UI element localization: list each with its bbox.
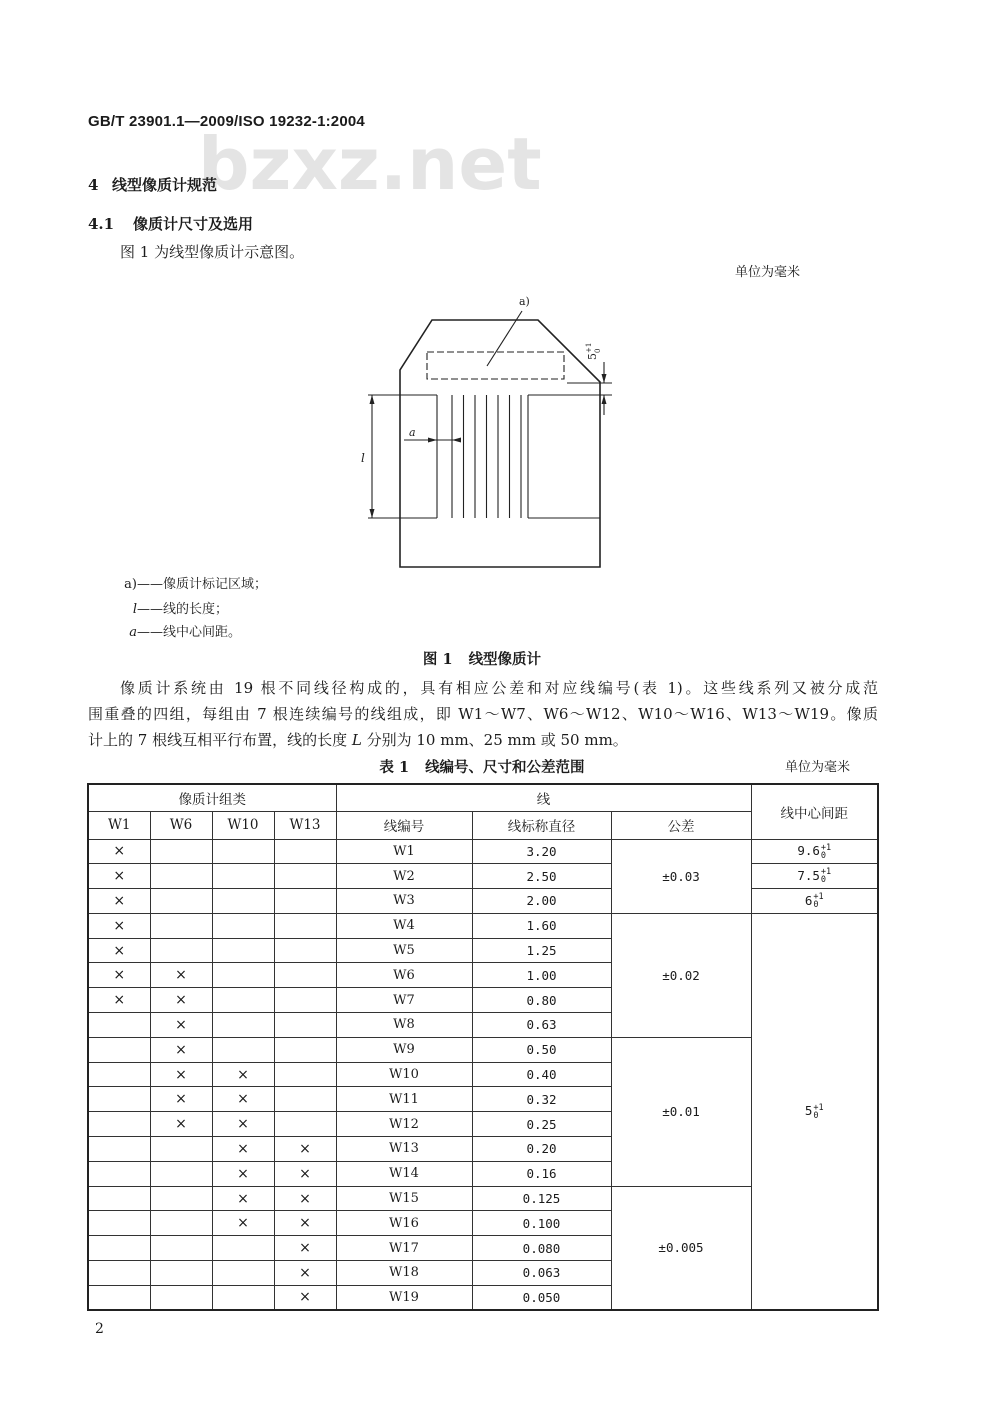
paragraph-text: 计上的 7 根线互相平行布置，线的长度 — [88, 731, 352, 749]
mark-w13: × — [274, 1161, 336, 1186]
mark-w10 — [212, 1013, 274, 1038]
mark-w6: × — [150, 963, 212, 988]
mark-w13 — [274, 839, 336, 864]
mark-w13 — [274, 988, 336, 1013]
spacing-upper: +1 — [813, 1102, 824, 1113]
wire-diameter: 0.40 — [472, 1062, 611, 1087]
spacing-upper: +1 — [820, 842, 832, 853]
mark-w10: × — [212, 1161, 274, 1186]
header-group-w1: W1 — [88, 811, 150, 839]
mark-w13 — [274, 864, 336, 889]
subsection-number: 4.1 — [88, 215, 115, 233]
table-row — [88, 839, 878, 864]
mark-w6 — [150, 1261, 212, 1286]
intro-text: 图 1 为线型像质计示意图。 — [120, 243, 305, 261]
mark-w1 — [88, 1211, 150, 1236]
mark-w10 — [212, 1037, 274, 1062]
arrowhead — [602, 395, 607, 404]
wire-diameter: 0.100 — [472, 1211, 611, 1236]
header-group-w10: W10 — [212, 811, 274, 839]
paragraph-line: 围重叠的四组，每组由 7 根连续编号的线组成，即 W1～W7、W6～W12、W10～W16、W13～W19。像质 — [88, 705, 878, 723]
subsection-title: 像质计尺寸及选用 — [133, 215, 254, 233]
tolerance-cell: ±0.005 — [611, 1186, 751, 1310]
height-dim-upper: +1 — [585, 342, 593, 353]
mark-w1 — [88, 1112, 150, 1137]
mark-w6: × — [150, 988, 212, 1013]
header-group-w13: W13 — [274, 811, 336, 839]
mark-w1: × — [88, 988, 150, 1013]
mark-w6 — [150, 1137, 212, 1162]
wire-number: W8 — [336, 1013, 472, 1038]
legend-text: ——线中心间距。 — [137, 625, 242, 640]
spacing-tolerance — [813, 1104, 823, 1120]
wire-diameter: 0.63 — [472, 1013, 611, 1038]
wire-number: W18 — [336, 1261, 472, 1286]
section-title: 线型像质计规范 — [112, 176, 218, 194]
table-unit-note: 单位为毫米 — [785, 760, 851, 775]
gauge-outline — [400, 320, 600, 567]
wire-number: W17 — [336, 1236, 472, 1261]
paragraph-line — [88, 730, 628, 750]
mark-w10 — [212, 864, 274, 889]
mark-w1 — [88, 1161, 150, 1186]
mark-w10: × — [212, 1211, 274, 1236]
header-group-w6: W6 — [150, 811, 212, 839]
wire-table — [87, 783, 879, 1311]
spacing-base: 7.5 — [797, 867, 820, 883]
mark-w6 — [150, 1236, 212, 1261]
spacing-label: a — [409, 426, 416, 439]
table-body — [88, 839, 878, 1310]
mark-w10 — [212, 889, 274, 914]
wire-diameter: 1.60 — [472, 913, 611, 938]
figure-caption — [87, 651, 877, 669]
header-diameter: 线标称直径 — [472, 811, 611, 839]
wire-number: W15 — [336, 1186, 472, 1211]
tolerance-cell: ±0.01 — [611, 1037, 751, 1186]
spacing-lower: 0 — [820, 875, 827, 886]
paragraph-line: 像质计系统由 19 根不同线径构成的，具有相应公差和对应线编号(表 1)。这些线系列又被分成范 — [120, 679, 878, 697]
height-dimension-label — [585, 343, 602, 360]
legend-symbol: l — [132, 602, 137, 617]
mark-w1 — [88, 1087, 150, 1112]
mark-w10 — [212, 1285, 274, 1310]
legend-item — [110, 602, 228, 618]
mark-w10: × — [212, 1062, 274, 1087]
standard-code: GB/T 23901.1—2009/ISO 19232-1:2004 — [88, 113, 365, 130]
wire-diameter: 0.25 — [472, 1112, 611, 1137]
mark-w13 — [274, 963, 336, 988]
wire-diameter: 0.80 — [472, 988, 611, 1013]
mark-w10: × — [212, 1112, 274, 1137]
spacing-upper: +1 — [813, 892, 824, 903]
mark-w1 — [88, 1137, 150, 1162]
spacing-lower: 0 — [820, 850, 827, 861]
wire-number: W10 — [336, 1062, 472, 1087]
mark-w6: × — [150, 1062, 212, 1087]
mark-w1 — [88, 1285, 150, 1310]
spacing-tolerance — [813, 893, 823, 909]
wire-number: W6 — [336, 963, 472, 988]
wire-number: W11 — [336, 1087, 472, 1112]
mark-w1: × — [88, 963, 150, 988]
mark-w13: × — [274, 1211, 336, 1236]
mark-w6 — [150, 1285, 212, 1310]
watermark: bzxz.net — [198, 122, 542, 206]
mark-w6: × — [150, 1013, 212, 1038]
legend-item — [110, 577, 267, 593]
wire-diameter: 0.50 — [472, 1037, 611, 1062]
length-label: l — [361, 451, 365, 465]
header-tolerance: 公差 — [611, 811, 751, 839]
marking-area-label: a) — [519, 295, 530, 308]
wire-diameter: 2.00 — [472, 889, 611, 914]
arrowhead — [602, 374, 607, 383]
mark-w13 — [274, 889, 336, 914]
mark-w10 — [212, 988, 274, 1013]
page-number: 2 — [95, 1321, 104, 1337]
height-dim-base: 5 — [586, 353, 599, 360]
mark-w13: × — [274, 1236, 336, 1261]
header-spacing: 线中心间距 — [751, 784, 878, 839]
mark-w13 — [274, 938, 336, 963]
mark-w10 — [212, 938, 274, 963]
mark-w13 — [274, 1087, 336, 1112]
wire-diameter: 0.16 — [472, 1161, 611, 1186]
wire-number: W2 — [336, 864, 472, 889]
wire-diameter: 0.125 — [472, 1186, 611, 1211]
tolerance-cell: ±0.03 — [611, 839, 751, 913]
mark-w1: × — [88, 864, 150, 889]
wire-diameter: 3.20 — [472, 839, 611, 864]
mark-w13 — [274, 1037, 336, 1062]
table-row — [88, 889, 878, 914]
paragraph-text: 分别为 10 mm、25 mm 或 50 mm。 — [361, 731, 628, 749]
wire-number: W16 — [336, 1211, 472, 1236]
arrowhead — [452, 438, 461, 443]
figure-title: 线型像质计 — [468, 651, 542, 668]
arrowhead — [370, 509, 375, 518]
wire-number: W9 — [336, 1037, 472, 1062]
mark-w1: × — [88, 889, 150, 914]
wire-diameter: 0.050 — [472, 1285, 611, 1310]
spacing-lower: 0 — [813, 1110, 819, 1121]
wire-diameter: 0.080 — [472, 1236, 611, 1261]
mark-w1 — [88, 1037, 150, 1062]
mark-w6 — [150, 1161, 212, 1186]
wire-number: W5 — [336, 938, 472, 963]
spacing-tolerance — [821, 868, 831, 884]
wire-number: W19 — [336, 1285, 472, 1310]
spacing-base: 9.6 — [797, 843, 820, 859]
wire-diameter: 0.063 — [472, 1261, 611, 1286]
gauge-diagram — [340, 285, 640, 580]
legend-symbol: a — [129, 625, 137, 640]
spacing-cell — [751, 889, 878, 914]
wire-diameter: 0.32 — [472, 1087, 611, 1112]
wire-diameter: 1.00 — [472, 963, 611, 988]
wire-number: W7 — [336, 988, 472, 1013]
mark-w1 — [88, 1062, 150, 1087]
mark-w1 — [88, 1013, 150, 1038]
mark-w6 — [150, 1211, 212, 1236]
table-title: 线编号、尺寸和公差范围 — [425, 759, 585, 776]
table-row — [88, 864, 878, 889]
wire-diameter: 1.25 — [472, 938, 611, 963]
mark-w1: × — [88, 913, 150, 938]
mark-w10: × — [212, 1186, 274, 1211]
mark-w1: × — [88, 839, 150, 864]
spacing-cell — [751, 839, 878, 864]
figure-number: 图 1 — [422, 651, 453, 668]
mark-w13 — [274, 1062, 336, 1087]
legend-item — [110, 625, 241, 641]
mark-w10 — [212, 1261, 274, 1286]
wire-number: W12 — [336, 1112, 472, 1137]
mark-w13: × — [274, 1137, 336, 1162]
mark-w10 — [212, 839, 274, 864]
table-number: 表 1 — [379, 759, 410, 776]
mark-w6: × — [150, 1037, 212, 1062]
spacing-cell — [751, 913, 878, 1310]
mark-w6 — [150, 1186, 212, 1211]
wire-number: W14 — [336, 1161, 472, 1186]
mark-w13 — [274, 1112, 336, 1137]
header-group: 像质计组类 — [88, 784, 336, 811]
mark-w10 — [212, 963, 274, 988]
wire-number: W1 — [336, 839, 472, 864]
tolerance-cell: ±0.02 — [611, 913, 751, 1037]
mark-w1 — [88, 1261, 150, 1286]
mark-w13 — [274, 913, 336, 938]
table-caption — [87, 759, 877, 777]
mark-w6: × — [150, 1087, 212, 1112]
mark-w10 — [212, 913, 274, 938]
table-row — [88, 913, 878, 938]
legend-symbol: a) — [124, 577, 137, 592]
mark-w6 — [150, 913, 212, 938]
spacing-tolerance — [821, 844, 831, 860]
mark-w13: × — [274, 1285, 336, 1310]
length-symbol: L — [351, 731, 362, 749]
wire-number: W3 — [336, 889, 472, 914]
wire-number: W13 — [336, 1137, 472, 1162]
mark-w1: × — [88, 938, 150, 963]
wire-diameter: 0.20 — [472, 1137, 611, 1162]
wire-number: W4 — [336, 913, 472, 938]
table-header-row — [88, 784, 878, 811]
header-wire: 线 — [336, 784, 751, 811]
mark-w6 — [150, 839, 212, 864]
mark-w13 — [274, 1013, 336, 1038]
arrowhead — [370, 395, 375, 404]
height-dim-lower: 0 — [594, 348, 602, 353]
legend-text: ——线的长度； — [137, 602, 229, 617]
figure-unit-note: 单位为毫米 — [735, 265, 801, 280]
mark-w6 — [150, 889, 212, 914]
spacing-cell — [751, 864, 878, 889]
mark-w1 — [88, 1186, 150, 1211]
spacing-lower: 0 — [813, 900, 819, 911]
mark-w1 — [88, 1236, 150, 1261]
spacing-upper: +1 — [820, 867, 832, 878]
section-heading — [88, 176, 217, 194]
spacing-base: 6 — [804, 892, 813, 908]
mark-w13: × — [274, 1186, 336, 1211]
mark-w6 — [150, 864, 212, 889]
mark-w6 — [150, 938, 212, 963]
spacing-base: 5 — [804, 1103, 813, 1119]
subsection-heading — [88, 215, 253, 233]
wire-diameter: 2.50 — [472, 864, 611, 889]
mark-w6: × — [150, 1112, 212, 1137]
marking-area — [427, 352, 564, 379]
mark-w10: × — [212, 1137, 274, 1162]
arrowhead — [428, 438, 437, 443]
mark-w13: × — [274, 1261, 336, 1286]
mark-w10: × — [212, 1087, 274, 1112]
header-wire-number: 线编号 — [336, 811, 472, 839]
section-number: 4 — [88, 176, 99, 194]
mark-w10 — [212, 1236, 274, 1261]
legend-text: ——像质计标记区域； — [137, 577, 268, 592]
